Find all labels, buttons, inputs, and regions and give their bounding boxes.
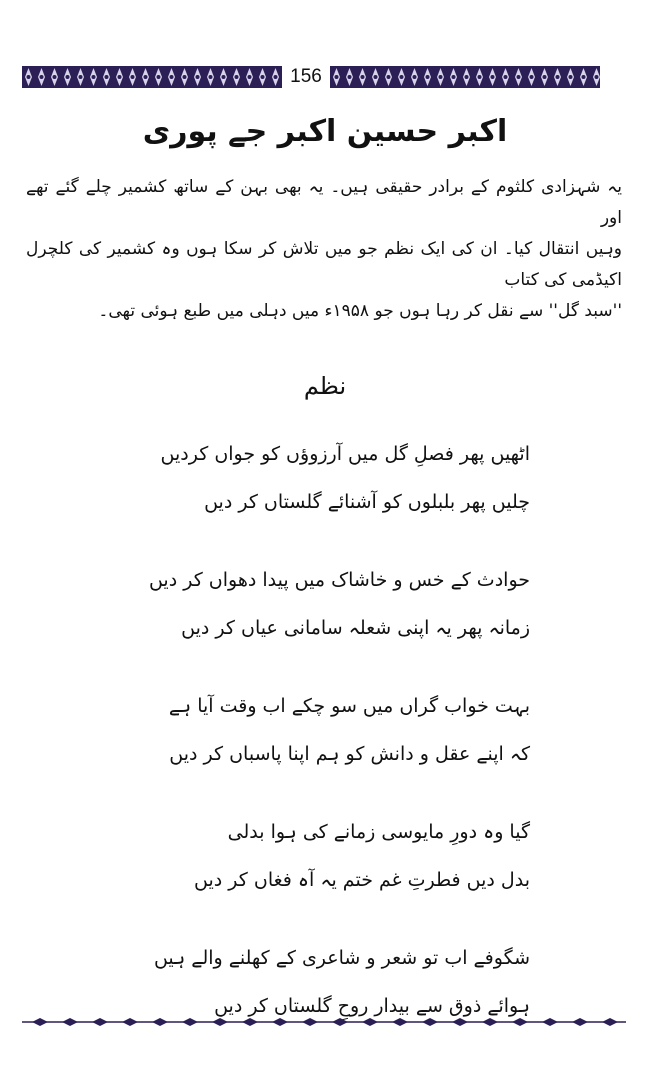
verse-line: گیا وہ دورِ مایوسی زمانے کی ہوا بدلی bbox=[227, 821, 530, 843]
stanza bbox=[110, 556, 530, 652]
verse-line: ہوائے ذوق سے بیدار روحِ گلستاں کر دیں bbox=[214, 995, 530, 1017]
poem bbox=[110, 430, 530, 1060]
footer-ornament bbox=[22, 1012, 626, 1032]
stanza bbox=[110, 430, 530, 526]
verse-line: کہ اپنے عقل و دانش کو ہم اپنا پاسباں کر دیں bbox=[169, 743, 530, 765]
intro-line: ''سبد گل'' سے نقل کر رہا ہوں جو ۱۹۵۸ء میں دہلی میں طبع ہوئی تھی۔ bbox=[98, 301, 622, 321]
stanza bbox=[110, 808, 530, 904]
page-number: 156 bbox=[290, 66, 322, 87]
verse-line: زمانہ پھر یہ اپنی شعلہ سامانی عیاں کر دیں bbox=[181, 617, 530, 639]
verse-line: بدل دیں فطرتِ غم ختم یہ آہ فغاں کر دیں bbox=[194, 869, 530, 891]
verse-line: اٹھیں پھر فصلِ گل میں آرزوؤں کو جواں کردیں bbox=[160, 443, 530, 465]
verse-line: بہت خواب گراں میں سو چکے اب وقت آیا ہے bbox=[168, 695, 530, 717]
header-ornament-left bbox=[22, 66, 282, 88]
verse-line: حوادث کے خس و خاشاک میں پیدا دھواں کر دیں bbox=[148, 569, 530, 591]
header-ornament-right bbox=[330, 66, 600, 88]
intro-line: وہیں انتقال کیا۔ ان کی ایک نظم جو میں تلاش کر سکا ہوں وہ کشمیر کی کلچرل اکیڈمی کی کتاب bbox=[26, 239, 622, 290]
verse-line: چلیں پھر بلبلوں کو آشنائے گلستاں کر دیں bbox=[204, 491, 530, 513]
verse-line: شگوفے اب تو شعر و شاعری کے کھلنے والے ہیں bbox=[153, 947, 530, 969]
stanza bbox=[110, 682, 530, 778]
page-title: اکبر حسین اکبر جے پوری bbox=[142, 114, 508, 149]
intro-line: یہ شہزادی کلثوم کے برادر حقیقی ہیں۔ یہ بھی بہن کے ساتھ کشمیر چلے گئے تھے اور bbox=[26, 177, 622, 228]
poem-heading: نظم bbox=[303, 372, 347, 400]
intro-paragraph bbox=[26, 172, 622, 327]
